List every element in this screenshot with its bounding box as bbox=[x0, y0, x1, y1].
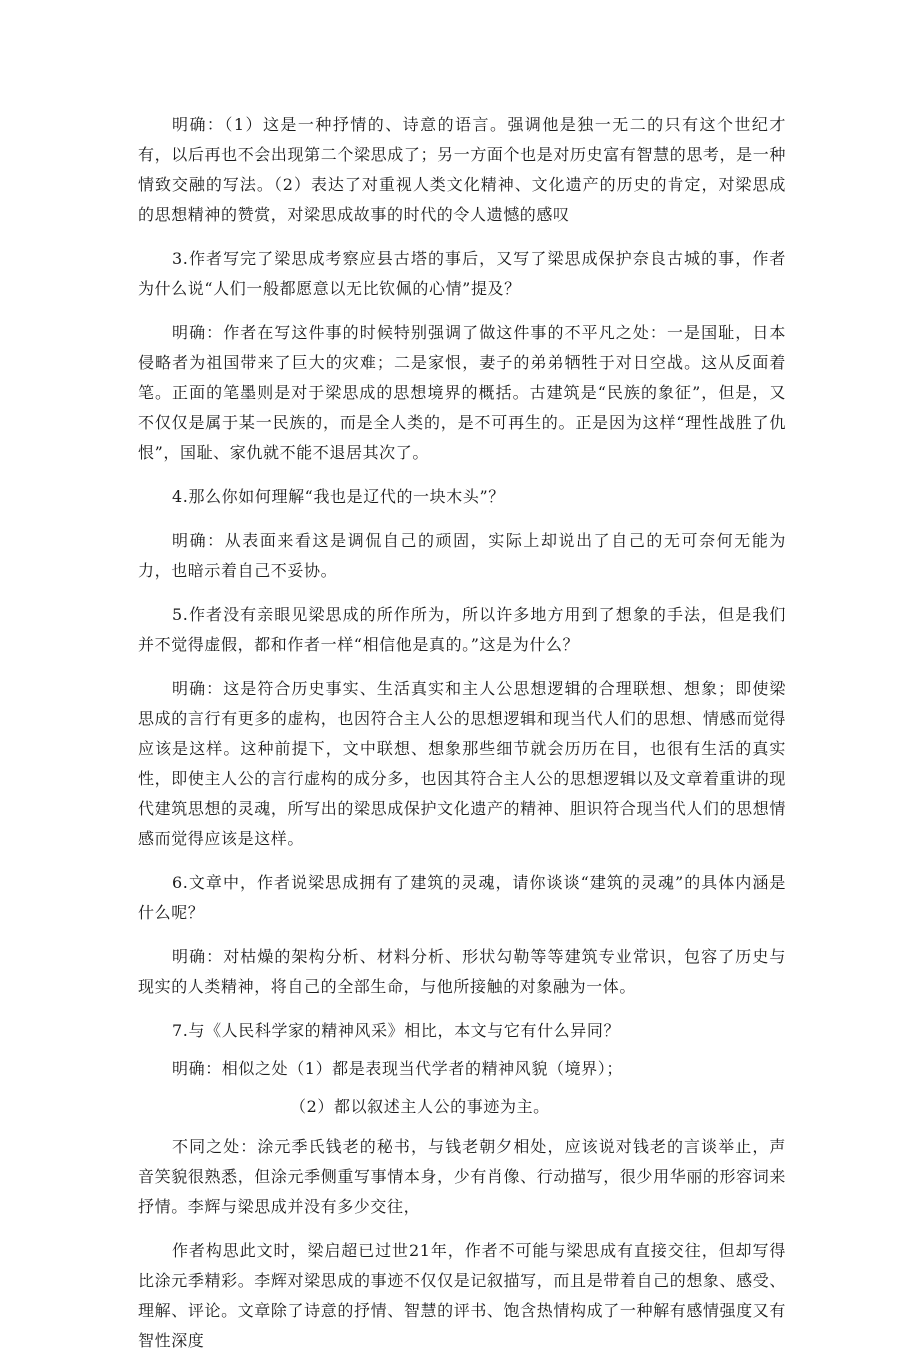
answer-paragraph: 明确：作者在写这件事的时候特别强调了做这件事的不平凡之处：一是国耻，日本侵略者为祖国带来了巨大的灾难；二是家恨，妻子的弟弟牺牲于对日空战。这从反面着笔。正面的笔墨则是对于梁思成的思想境界的概括。古建筑是“民族的象征”，但是，又不仅仅是属于某一民族的，而是全人类的，是不可再生的。正是因为这样“理性战胜了仇恨”，国耻、家仇就不能不退居其次了。 bbox=[138, 323, 786, 462]
question-paragraph: 5.作者没有亲眼见梁思成的所作所为，所以许多地方用到了想象的手法，但是我们并不觉得虚假，都和作者一样“相信他是真的。”这是为什么？ bbox=[138, 605, 786, 654]
question-paragraph: 4.那么你如何理解“我也是辽代的一块木头”？ bbox=[172, 487, 505, 506]
question-paragraph: 7.与《人民科学家的精神风采》相比，本文与它有什么异同？ bbox=[172, 1021, 621, 1040]
answer-paragraph: 作者构思此文时，梁启超已过世21年，作者不可能与梁思成有直接交往，但却写得比涂元季精彩。李辉对梁思成的事迹不仅仅是记叙描写，而且是带着自己的想象、感受、理解、评论。文章除了诗意的抒情、智慧的评书、饱含热情构成了一种解有感情强度又有智性深度 bbox=[138, 1241, 786, 1350]
question-paragraph: 6.文章中，作者说梁思成拥有了建筑的灵魂，请你谈谈“建筑的灵魂”的具体内涵是什么呢？ bbox=[138, 873, 786, 922]
question-paragraph: 3.作者写完了梁思成考察应县古塔的事后，又写了梁思成保护奈良古城的事，作者为什么说“人们一般都愿意以无比钦佩的心情”提及？ bbox=[138, 249, 786, 298]
answer-paragraph: 明确：从表面来看这是调侃自己的顽固，实际上却说出了自己的无可奈何无能为力，也暗示着自己不妥协。 bbox=[138, 531, 786, 580]
answer-paragraph: 明确：这是符合历史事实、生活真实和主人公思想逻辑的合理联想、想象；即使梁思成的言行有更多的虚构，也因符合主人公的思想逻辑和现当代人们的思想、情感而觉得应该是这样。这种前提下，文中联想、想象那些细节就会历历在目，也很有生活的真实性，即使主人公的言行虚构的成分多，也因其符合主人公的思想逻辑以及文章着重讲的现代建筑思想的灵魂，所写出的梁思成保护文化遗产的精神、胆识符合现当代人们的思想情感而觉得应该是这样。 bbox=[138, 679, 786, 848]
answer-subpoint: （2）都以叙述主人公的事迹为主。 bbox=[290, 1097, 550, 1116]
answer-paragraph: 明确：（1）这是一种抒情的、诗意的语言。强调他是独一无二的只有这个世纪才有，以后再也不会出现第二个梁思成了；另一方面个也是对历史富有智慧的思考，是一种情致交融的写法。（2）表达了对重视人类文化精神、文化遗产的历史的肯定，对梁思成的思想精神的赞赏，对梁思成故事的时代的令人遗憾的感叹 bbox=[138, 115, 786, 224]
answer-paragraph: 不同之处：涂元季氏钱老的秘书，与钱老朝夕相处，应该说对钱老的言谈举止，声音笑貌很熟悉，但涂元季侧重写事情本身，少有肖像、行动描写，很少用华丽的形容词来抒情。李辉与梁思成并没有多少交往， bbox=[138, 1137, 786, 1216]
document-body bbox=[138, 110, 786, 1370]
answer-paragraph: 明确：对枯燥的架构分析、材料分析、形状勾勒等等建筑专业常识，包容了历史与现实的人类精神，将自己的全部生命，与他所接触的对象融为一体。 bbox=[138, 947, 786, 996]
answer-paragraph: 明确：相似之处（1）都是表现当代学者的精神风貌（境界）； bbox=[172, 1059, 623, 1078]
